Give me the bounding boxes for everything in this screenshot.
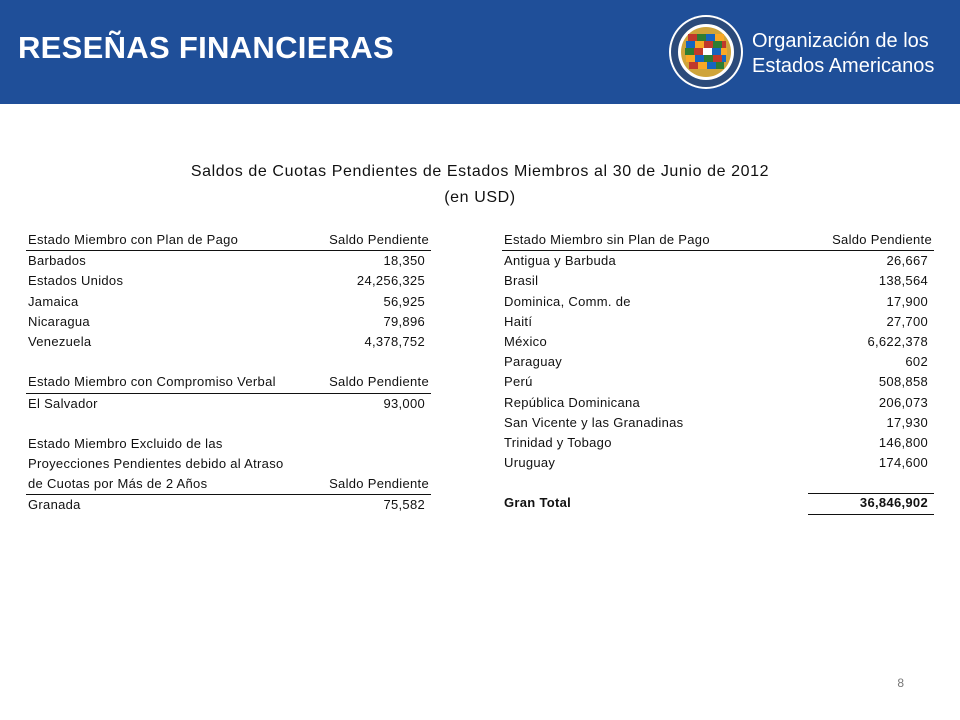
table-row (26, 312, 431, 332)
row-value: 26,667 (886, 253, 928, 269)
table-row (502, 312, 934, 332)
table-row (502, 372, 934, 392)
row-name: Venezuela (28, 333, 92, 349)
right-table (502, 230, 934, 514)
row-name: El Salvador (28, 395, 98, 411)
page-number: 8 (897, 676, 904, 690)
table-row (502, 332, 934, 352)
spacer-row (26, 414, 431, 434)
row-name: San Vicente y las Granadinas (504, 414, 684, 430)
table-header (502, 230, 934, 251)
table-row (26, 495, 431, 515)
row-value: 56,925 (383, 293, 425, 309)
report-subtitle: (en USD) (444, 189, 516, 206)
org-name-line1: Organización de los (752, 30, 929, 52)
row-name: Paraguay (504, 354, 563, 370)
column-header-balance: Saldo Pendiente (329, 374, 429, 390)
org-name-line2: Estados Americanos (752, 55, 935, 77)
row-name: Antigua y Barbuda (504, 253, 617, 269)
table-header (26, 474, 431, 495)
table-row (502, 251, 934, 271)
row-value: 4,378,752 (364, 333, 425, 349)
row-name: Trinidad y Tobago (504, 434, 612, 450)
row-value: 93,000 (383, 395, 425, 411)
row-name: Granada (28, 497, 81, 513)
table-row (502, 433, 934, 453)
table-row (26, 394, 431, 414)
row-value: 24,256,325 (356, 273, 425, 289)
section-header-line (26, 454, 431, 474)
row-value: 602 (905, 354, 928, 370)
column-header-state: de Cuotas por Más de 2 Años (28, 476, 208, 492)
column-header-state: Estado Miembro con Plan de Pago (28, 232, 239, 247)
row-name: Brasil (504, 273, 539, 289)
section-header-line (26, 434, 431, 454)
table-row (502, 413, 934, 433)
left-table (26, 230, 431, 516)
row-value: 508,858 (878, 374, 928, 390)
row-name: Haití (504, 313, 533, 329)
table-row (26, 332, 431, 352)
spacer-row (26, 352, 431, 372)
row-value: 75,582 (383, 497, 425, 513)
row-value: 17,930 (886, 414, 928, 430)
oas-logo (668, 14, 948, 92)
row-value: 27,700 (886, 313, 928, 329)
row-value: 138,564 (878, 273, 928, 289)
row-name: Perú (504, 374, 533, 390)
section-header-text: Proyecciones Pendientes debido al Atraso (28, 456, 284, 472)
table-row (26, 271, 431, 291)
row-value: 17,900 (886, 293, 928, 309)
row-name: Jamaica (28, 293, 79, 309)
column-header-balance: Saldo Pendiente (329, 232, 429, 247)
grand-total-row (502, 493, 934, 513)
table-row (502, 292, 934, 312)
table-row (26, 251, 431, 271)
table-row (502, 352, 934, 372)
table-header (26, 230, 431, 251)
row-value: 6,622,378 (867, 333, 928, 349)
row-name: Nicaragua (28, 313, 90, 329)
row-value: 79,896 (383, 313, 425, 329)
row-value: 146,800 (878, 434, 928, 450)
row-name: Uruguay (504, 455, 556, 471)
organization-name (752, 29, 934, 79)
row-value: 174,600 (878, 455, 928, 471)
grand-total-label: Gran Total (504, 495, 572, 511)
row-name: Estados Unidos (28, 273, 124, 289)
total-bottom-rule (808, 514, 934, 515)
spacer-row (502, 473, 934, 493)
page-title: RESEÑAS FINANCIERAS (18, 30, 395, 65)
row-value: 18,350 (383, 253, 425, 269)
column-header-balance: Saldo Pendiente (329, 476, 429, 492)
grand-total-value: 36,846,902 (859, 495, 928, 511)
table-row (502, 453, 934, 473)
table-header (26, 372, 431, 393)
oas-seal-icon (668, 14, 744, 90)
row-name: México (504, 333, 547, 349)
column-header-state: Estado Miembro sin Plan de Pago (504, 232, 710, 247)
section-header-text: Estado Miembro Excluido de las (28, 435, 223, 451)
row-value: 206,073 (878, 394, 928, 410)
row-name: República Dominicana (504, 394, 641, 410)
table-row (502, 271, 934, 291)
column-header-balance: Saldo Pendiente (832, 232, 932, 247)
table-row (26, 292, 431, 312)
table-row (502, 393, 934, 413)
row-name: Dominica, Comm. de (504, 293, 631, 309)
row-name: Barbados (28, 253, 87, 269)
report-title: Saldos de Cuotas Pendientes de Estados Miembros al 30 de Junio de 2012 (190, 163, 770, 180)
header-banner (0, 0, 960, 104)
column-header-state: Estado Miembro con Compromiso Verbal (28, 374, 276, 390)
